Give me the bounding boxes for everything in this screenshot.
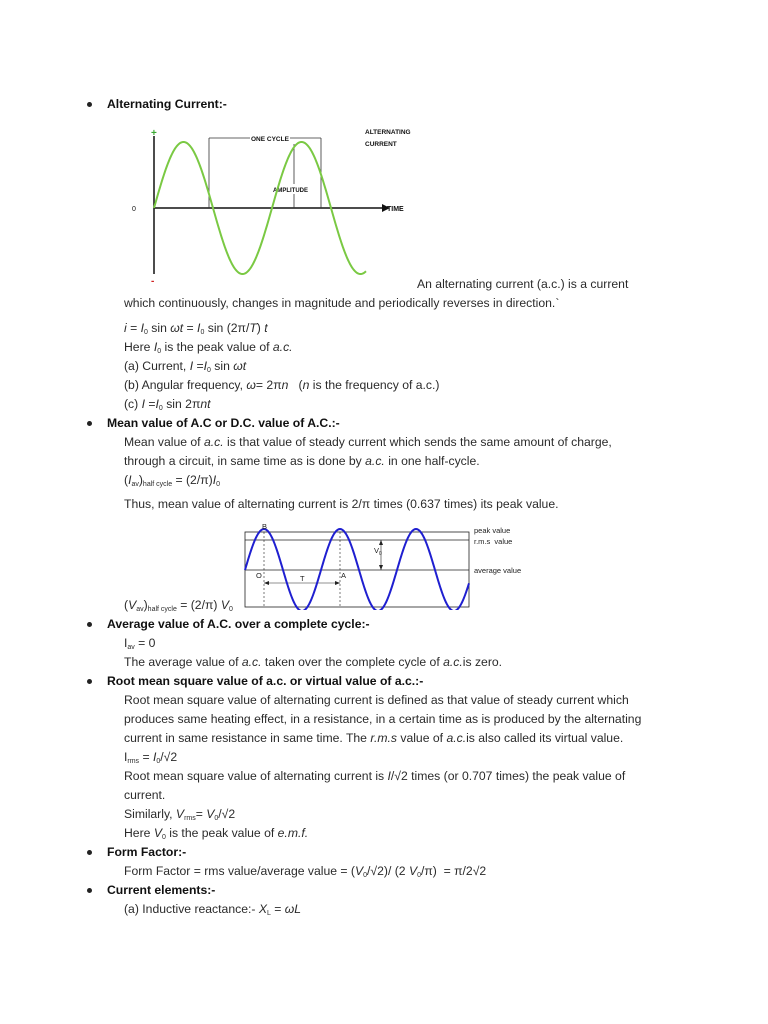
section-heading-mean-value: Mean value of A.C or D.C. value of A.C.:- — [107, 416, 340, 430]
text-part: = — [195, 807, 207, 821]
bullet — [87, 850, 92, 855]
text-part: Here — [124, 340, 154, 354]
text-part: V — [153, 826, 162, 840]
time-label: TIME — [387, 206, 404, 213]
text-sub: 0 — [214, 815, 219, 822]
text-sub: 0 — [207, 367, 211, 374]
text-sub: 0 — [216, 481, 220, 488]
label-a: A — [341, 571, 347, 580]
ac-intro-line1: An alternating current (a.c.) is a current — [417, 277, 629, 291]
text-sub: half cycle — [147, 606, 177, 613]
text-part: n — [281, 378, 289, 392]
ac-intro-line2: which continuously, changes in magnitude and periodically reverses in direction.` — [124, 296, 560, 310]
label-o: O — [256, 571, 262, 580]
text-part: I — [141, 397, 145, 411]
rms-ratio-line2: current. — [124, 788, 166, 802]
text-part: = (2/π) — [176, 598, 221, 612]
text-part: taken over the complete cycle of — [261, 655, 444, 669]
text-part: sin 2π — [162, 397, 201, 411]
section-heading-alternating-current: Alternating Current:- — [107, 97, 227, 111]
average-zero-statement — [124, 654, 502, 670]
text-part: = — [270, 902, 285, 916]
text-part: /√2 — [218, 807, 236, 821]
bullet — [87, 421, 92, 426]
text-part: ( — [124, 473, 129, 487]
eq-part: i — [124, 321, 127, 335]
text-sub: L — [266, 910, 271, 917]
current-formula — [124, 358, 246, 379]
text-part: r.m.s — [370, 731, 397, 745]
text-part: ) — [143, 598, 148, 612]
text-part: sin — [210, 359, 234, 373]
bullet — [87, 622, 92, 627]
figure-title-line1: ALTERNATING — [365, 129, 411, 136]
eq-part: sin — [147, 321, 171, 335]
text-part: (a) Inductive reactance:- — [124, 902, 259, 916]
text-part: = 0 — [134, 636, 156, 650]
mean-current-formula — [124, 472, 220, 493]
text-part: e.m.f. — [277, 826, 309, 840]
rms-definition-line3 — [124, 730, 623, 746]
bullet — [87, 102, 92, 107]
text-sub: 0 — [417, 872, 421, 879]
current-frequency-formula — [124, 396, 211, 417]
one-cycle-label: ONE CYCLE — [251, 136, 289, 143]
label-v0-main: V — [374, 546, 380, 555]
text-part: V — [408, 864, 418, 878]
eq-part: T — [249, 321, 257, 335]
minus-label: - — [151, 276, 155, 286]
text-part: ( — [124, 598, 129, 612]
text-part: Form Factor = rms value/average value = ( — [124, 864, 355, 878]
text-part: is that value of steady current which sends the same amount of charge, — [223, 435, 612, 449]
text-part: through a circuit, in same time as is done by — [124, 454, 366, 468]
inductive-reactance-formula — [124, 901, 301, 922]
eq-part: ωt — [170, 321, 184, 335]
bullet — [87, 888, 92, 893]
section-heading-form-factor: Form Factor:- — [107, 845, 187, 859]
rms-average-figure — [240, 520, 540, 610]
text-part: value of — [396, 731, 447, 745]
mean-conclusion: Thus, mean value of alternating current is 2/π times (0.637 times) its peak value. — [124, 497, 559, 511]
text-part: (a) Current, — [124, 359, 190, 373]
text-part: Similarly, — [124, 807, 176, 821]
text-part: I — [124, 636, 128, 650]
text-sub: 0 — [363, 872, 368, 879]
text-part: V — [354, 864, 364, 878]
text-part: /√2 — [160, 750, 178, 764]
text-part: current in same resistance in same time. The — [124, 731, 371, 745]
section-heading-average-value: Average value of A.C. over a complete cycle:- — [107, 617, 370, 631]
form-factor-formula — [124, 863, 486, 884]
label-b: B — [262, 522, 268, 531]
label-t: T — [300, 574, 305, 583]
eq-part: sin (2π/ — [204, 321, 250, 335]
text-sub: 0 — [228, 606, 233, 613]
label-v0-sub: 0 — [379, 551, 382, 557]
text-sub: av — [131, 481, 139, 488]
eq-part: I — [140, 321, 144, 335]
text-sub: 0 — [158, 405, 163, 412]
eq-part: = — [183, 321, 198, 335]
blue-sine-wave — [245, 529, 469, 610]
rms-current-formula — [124, 749, 177, 770]
text-sub: av — [136, 606, 144, 613]
text-part: Mean value of — [124, 435, 204, 449]
equation-instantaneous-current — [124, 320, 268, 341]
text-part: = — [145, 397, 156, 411]
plus-label: + — [151, 128, 157, 139]
text-part: n — [302, 378, 310, 392]
angular-frequency-formula — [124, 377, 439, 393]
text-part: a.c. — [241, 655, 262, 669]
text-part: in one half-cycle. — [384, 454, 480, 468]
text-part: a.c. — [272, 340, 293, 354]
text-part: ( — [288, 378, 303, 392]
text-part: I — [203, 359, 207, 373]
rms-definition-line1: Root mean square value of alternating current is defined as that value of steady current which — [124, 693, 629, 707]
section-heading-rms-value: Root mean square value of a.c. or virtual value of a.c.:- — [107, 674, 424, 688]
zero-label: 0 — [132, 206, 136, 213]
eq-sub: 0 — [144, 329, 148, 336]
text-part: is zero. — [462, 655, 503, 669]
text-part: I — [152, 750, 157, 764]
text-sub: 0 — [156, 758, 161, 765]
text-part: is also called its virtual value. — [466, 731, 624, 745]
figure-title-line2: CURRENT — [365, 141, 397, 148]
eq-part: I — [197, 321, 201, 335]
text-part: I — [155, 397, 159, 411]
text-part: I — [124, 750, 128, 764]
rms-voltage-formula — [124, 806, 235, 827]
text-part: /√2 times (or 0.707 times) the peak value of — [390, 769, 626, 783]
peak-value-note — [124, 339, 293, 360]
text-part: V — [206, 807, 215, 821]
text-part: = 2π — [255, 378, 282, 392]
text-sub: av — [127, 644, 135, 651]
amplitude-label: AMPLITUDE — [273, 188, 308, 194]
text-part: ωL — [284, 902, 302, 916]
rms-definition-line2: produces same heating effect, in a resistance, in a certain time as is produced by the alternating — [124, 712, 642, 726]
text-sub: half cycle — [142, 481, 173, 488]
average-zero-formula — [124, 635, 155, 656]
text-part: (c) — [124, 397, 142, 411]
text-part: V — [220, 598, 229, 612]
average-value-label: average value — [474, 566, 522, 575]
rms-value-label: r.m.s value — [474, 537, 513, 546]
peak-value-label: peak value — [474, 526, 511, 535]
eq-sub: 0 — [200, 329, 205, 336]
text-part: (b) Angular frequency, — [124, 378, 247, 392]
text-part: a.c. — [446, 731, 467, 745]
text-part: /π) = π/2√2 — [421, 864, 487, 878]
bullet — [87, 679, 92, 684]
text-part: is the frequency of a.c.) — [309, 378, 440, 392]
text-part: V — [128, 598, 137, 612]
text-part: ω — [246, 378, 256, 392]
peak-emf-note — [124, 825, 308, 846]
text-sub: rms — [127, 758, 140, 765]
text-part: ωt — [233, 359, 247, 373]
text-part: = — [193, 359, 204, 373]
alternating-current-figure — [130, 124, 420, 286]
text-sub: rms — [184, 815, 196, 822]
text-part: X — [258, 902, 267, 916]
text-part: is the peak value of — [161, 340, 273, 354]
text-part: The average value of — [124, 655, 242, 669]
text-sub: 0 — [161, 834, 166, 841]
text-part: nt — [200, 397, 211, 411]
text-part: = — [139, 750, 153, 764]
text-part: = (2/π) — [172, 473, 213, 487]
eq-part: ) — [256, 321, 265, 335]
text-part: /√2)/ (2 — [367, 864, 409, 878]
text-part: ) — [138, 473, 143, 487]
eq-part: = — [126, 321, 141, 335]
text-part: a.c. — [365, 454, 385, 468]
text-part: I — [212, 473, 217, 487]
text-part: Root mean square value of alternating current is — [124, 769, 388, 783]
text-part: a.c. — [203, 435, 224, 449]
mean-definition-line2 — [124, 453, 480, 469]
text-sub: 0 — [157, 348, 162, 355]
text-part: I — [387, 769, 391, 783]
eq-part: t — [264, 321, 268, 335]
section-heading-current-elements: Current elements:- — [107, 883, 216, 897]
text-part: Here — [124, 826, 154, 840]
rms-ratio-line1 — [124, 768, 625, 784]
mean-definition-line1 — [124, 434, 612, 450]
text-part: a.c. — [443, 655, 463, 669]
text-part: I — [128, 473, 132, 487]
mean-voltage-formula — [124, 597, 233, 618]
text-part: is the peak value of — [165, 826, 278, 840]
text-part: I — [189, 359, 194, 373]
text-part: V — [175, 807, 185, 821]
text-part: I — [153, 340, 158, 354]
